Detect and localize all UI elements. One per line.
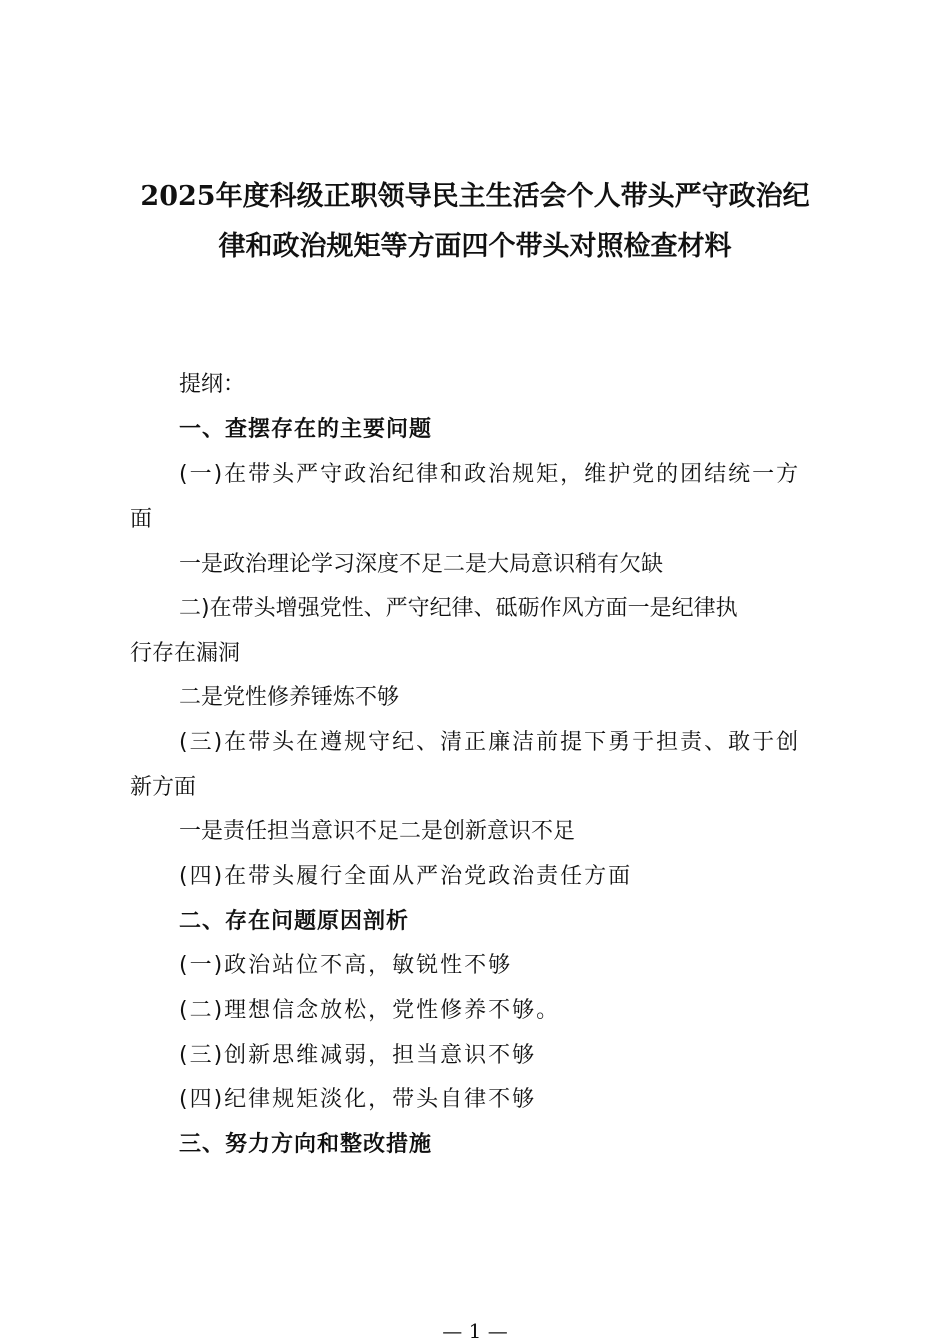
title-line-1: 2025年度科级正职领导民主生活会个人带头严守政治纪 (140, 181, 810, 212)
section-1-item-2-line-1: 二)在带头增强党性、严守纪律、砥砺作风方面一是纪律执 (179, 596, 738, 621)
section-1-item-1-points: 一是政治理论学习深度不足二是大局意识稍有欠缺 (179, 552, 664, 577)
section-1-item-1-line-1: (一)在带头严守政治纪律和政治规矩，维护党的团结统一方 (179, 462, 801, 487)
page-number: — 1 — (442, 1319, 508, 1343)
title-line-2: 律和政治规矩等方面四个带头对照检查材料 (218, 231, 732, 262)
section-1-item-1-line-2: 面 (130, 507, 153, 532)
section-1-item-2-line-2: 行存在漏洞 (130, 641, 241, 666)
section-1-item-2-points: 二是党性修养锤炼不够 (179, 685, 400, 710)
document-title (100, 172, 850, 272)
section-2-item-2: (二)理想信念放松，党性修养不够。 (179, 998, 561, 1023)
section-2-heading: 二、存在问题原因剖析 (179, 909, 410, 934)
section-1-item-3-line-1: (三)在带头在遵规守纪、清正廉洁前提下勇于担责、敢于创 (179, 730, 801, 755)
section-2-item-1: (一)政治站位不高，敏锐性不够 (179, 953, 513, 978)
section-2-item-4: (四)纪律规矩淡化，带头自律不够 (179, 1087, 537, 1112)
outline-label: 提纲： (179, 372, 246, 397)
section-1-item-3-line-2: 新方面 (130, 775, 197, 800)
section-3-heading: 三、努力方向和整改措施 (179, 1132, 433, 1157)
section-1-heading: 一、查摆存在的主要问题 (179, 417, 433, 442)
section-1-item-3-points: 一是责任担当意识不足二是创新意识不足 (179, 819, 576, 844)
section-2-item-3: (三)创新思维减弱，担当意识不够 (179, 1043, 537, 1068)
section-1-item-4: (四)在带头履行全面从严治党政治责任方面 (179, 864, 633, 889)
